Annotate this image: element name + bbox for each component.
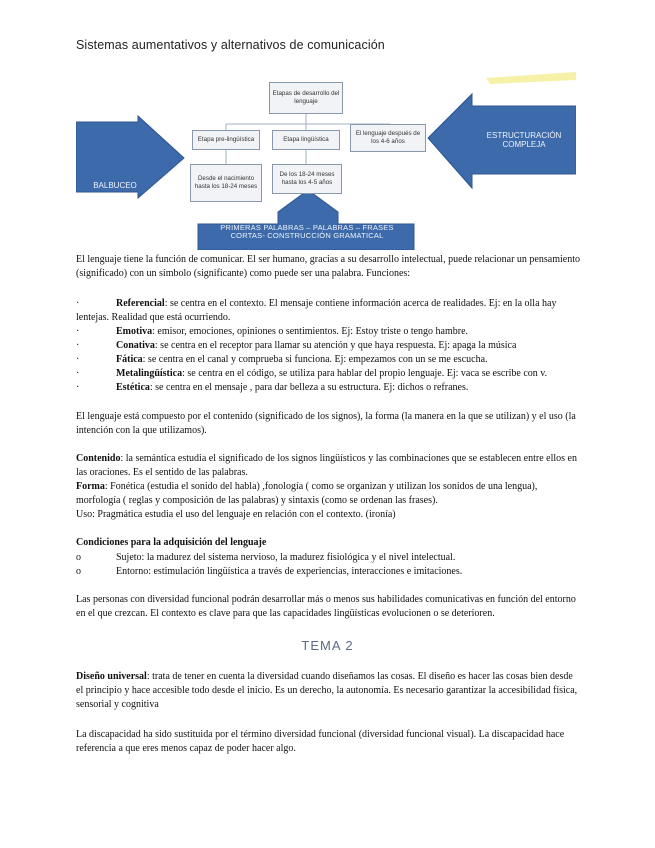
box-etapas: Etapas de desarrollo del lenguaje [269,82,343,114]
document-header: Sistemas aumentativos y alternativos de comunicación [76,38,385,52]
box-18-24: De los 18-24 meses hasta los 4-5 años [272,164,342,194]
function-text: : se centra en el mensaje , para dar belleza a su estructura. Ej: dichos o refranes. [149,382,469,393]
language-stages-diagram [76,66,576,250]
function-term: Conativa [116,340,155,351]
forma-term: Forma [76,481,105,492]
bullet: · [76,298,80,309]
box-linguistica: Etapa lingüística [272,130,340,150]
function-term: Emotiva [116,326,153,337]
contenido-paragraph [76,452,582,480]
forma-text: : Fonética (estudia el sonido del habla) ,fonología ( como se organizan y utilizan los sonidos de una lengua), morfología ( reglas y composición de las palabras) y sintaxis (como se ordenan las frases). [76,481,538,506]
universal-design-paragraph [76,670,582,712]
function-text: : emisor, emociones, opiniones o sentimientos. Ej: Estoy triste o tengo hambre. [152,326,469,337]
section-heading-tema-2: TEMA 2 [301,638,354,653]
universal-text: : trata de tener en cuenta la diversidad cuando diseñamos las cosas. El diseño es hacer las cosas bien desde el principio y hace accesible todo desde el inicio. Es un derecho, la autonomía. Es necesario garantizar la accesibilidad física, sensorial y cognitiva [76,671,578,710]
function-term: Fática [116,354,143,365]
function-text: : se centra en el contexto. El mensaje contiene información acerca de realidades. Ej: en la olla hay lentejas. Realidad que está ocurriendo. [76,298,557,323]
yellow-accent [486,72,576,84]
function-term: Referencial [116,298,165,309]
function-text: : se centra en el código, se utiliza para hablar del propio lenguaje. Ej: vaca se escribe con v. [182,368,548,379]
diversity-paragraph: Las personas con diversidad funcional podrán desarrollar más o menos sus habilidades comunicativas en función del entorno en el que crezcan. El contexto es clave para que las capacidades lingüísticas evolucionen o se deterioren. [76,594,576,619]
bullet: · [76,326,80,337]
condition-text: Sujeto: la madurez del sistema nervioso, la madurez fisiológica y el nivel intelectual. [116,552,456,563]
function-item [76,297,582,325]
box-despues: El lenguaje después de los 4-6 años [350,124,426,152]
conditions-title [76,536,582,550]
estructuracion-label: ESTRUCTURACIÓN COMPLEJA [486,131,562,149]
universal-term: Diseño universal [76,671,147,682]
intro-paragraph: El lenguaje tiene la función de comunicar. El ser humano, gracias a su desarrollo intelectual, puede relacionar un pensamiento (significado) con un símbolo (significante) como puede ser una palabra. Funciones: [76,254,580,279]
box-prelinguistica: Etapa pre-lingüística [192,130,260,150]
condition-text: Entorno: estimulación lingüística a través de experiencias, interacciones e imitaciones. [116,566,463,577]
function-term: Metalingüística [116,368,183,379]
bullet: · [76,340,80,351]
bullet: · [76,382,80,393]
bullet: o [76,552,81,563]
bullet: · [76,354,80,365]
bullet: · [76,368,80,379]
conditions-title-text: Condiciones para la adquisición del lenguaje [76,537,267,548]
forma-paragraph [76,480,582,508]
contenido-text: : la semántica estudia el significado de los signos lingüísticos y las combinaciones que se establecen entre ellos en las oraciones. Es el sentido de las palabras. [76,453,577,478]
function-text: : se centra en el canal y comprueba si funciona. Ej: empezamos con un se me escucha. [142,354,488,365]
box-nacimiento: Desde el nacimiento hasta los 18-24 meses [190,164,262,202]
primeras-palabras-label: PRIMERAS PALABRAS – PALABRAS – FRASES CORTAS- CONSTRUCCIÓN GRAMATICAL [220,223,394,241]
function-text: : se centra en el receptor para llamar su atención y que haya respuesta. Ej: apaga la música [154,340,517,351]
disability-paragraph: La discapacidad ha sido sustituida por el término diversidad funcional (diversidad funcional visual). La discapacidad hace referencia a que eres menos capaz de poder hacer algo. [76,729,565,754]
function-term: Estética [116,382,150,393]
balbuceo-label: BALBUCEO [93,181,137,190]
contenido-term: Contenido [76,453,121,464]
bullet: o [76,566,81,577]
composition-paragraph: El lenguaje está compuesto por el contenido (significado de los signos), la forma (la manera en la que se utilizan) y el uso (la intención con la que utilizamos). [76,411,576,436]
uso-paragraph: Uso: Pragmática estudia el uso del lenguaje en relación con el contexto. (ironía) [76,509,396,520]
